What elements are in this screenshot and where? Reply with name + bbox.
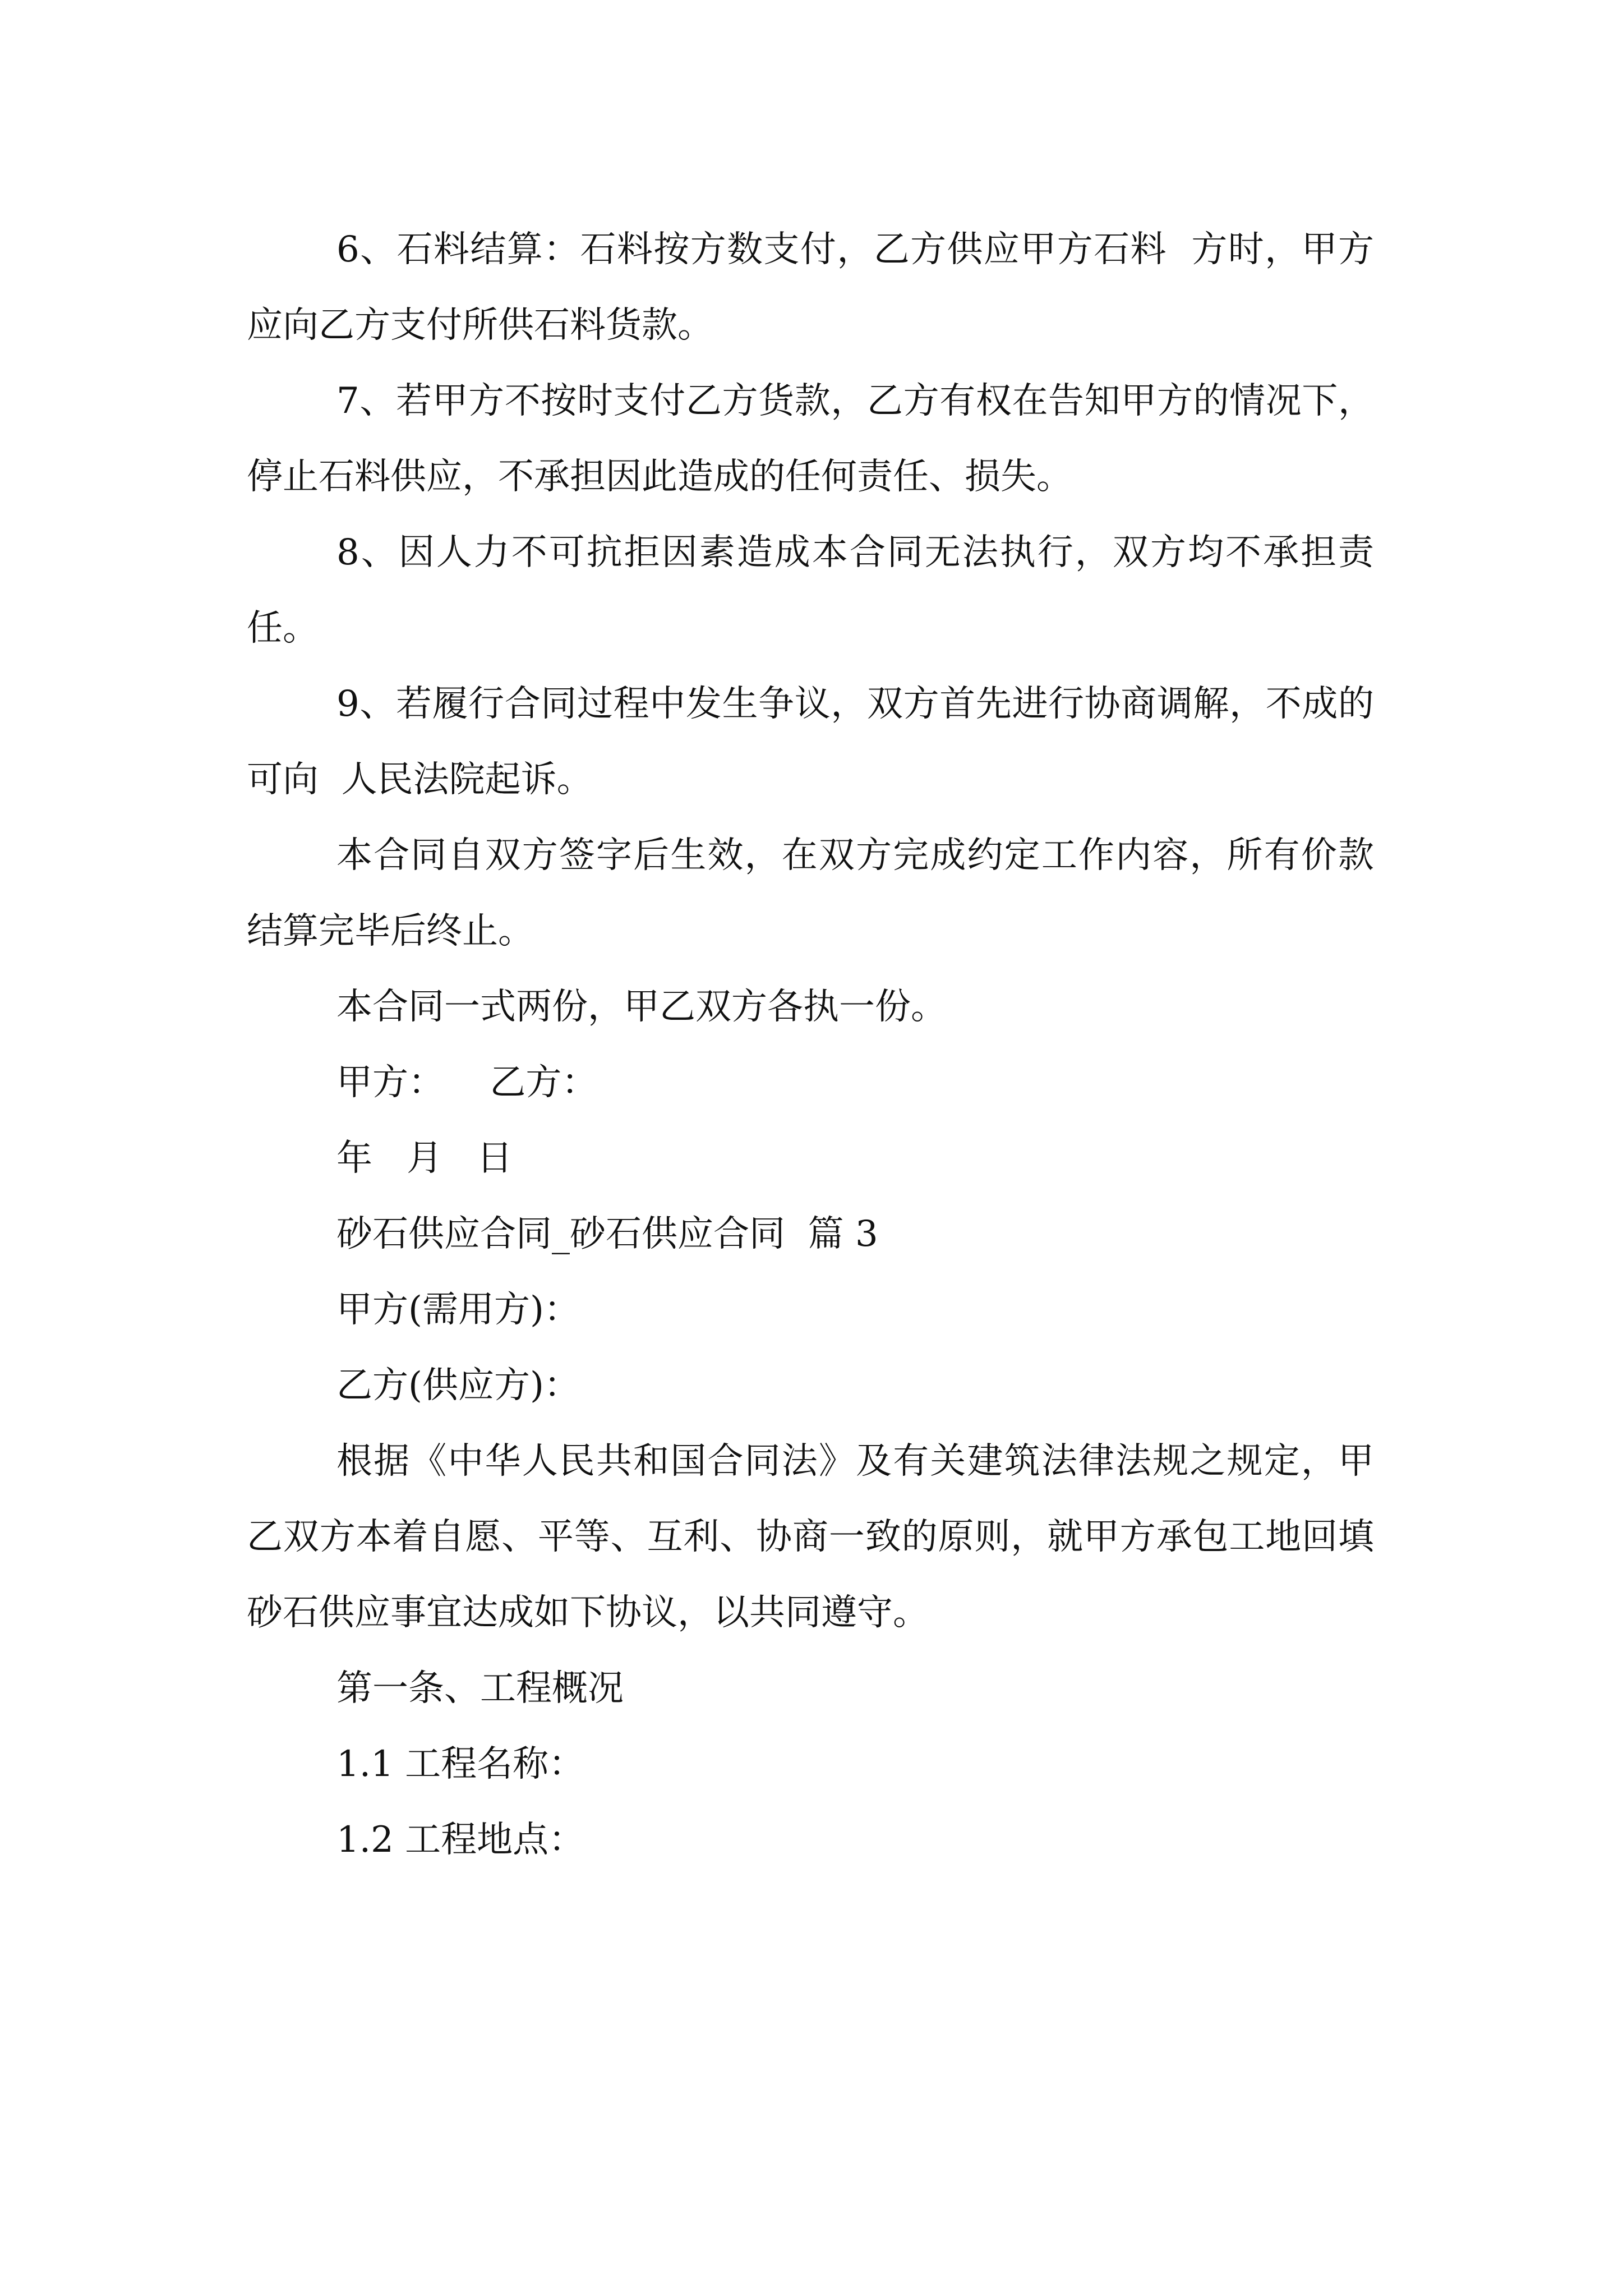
document-page xyxy=(247,212,1374,1878)
copies-paragraph: 本合同一式两份，甲乙双方各执一份。 xyxy=(336,986,947,1028)
project-location-line: 1.2 工程地点： xyxy=(336,1819,585,1861)
article-1-heading: 第一条、工程概况 xyxy=(336,1668,624,1709)
party-a-line: 甲方(需用方)： xyxy=(336,1289,580,1331)
signature-parties-line: 甲方： 乙方： xyxy=(336,1062,598,1103)
clause-8-paragraph: 8、因人力不可抗拒因素造成本合同无法执行，双方均不承担责任。 xyxy=(247,532,1374,649)
clause-9-paragraph: 9、若履行合同过程中发生争议，双方首先进行协商调解，不成的可向 人民法院起诉。 xyxy=(247,683,1374,800)
section-title: 砂石供应合同_砂石供应合同 篇 3 xyxy=(336,1213,878,1255)
project-name-line: 1.1 工程名称： xyxy=(336,1743,585,1785)
party-b-line: 乙方(供应方)： xyxy=(336,1365,580,1406)
date-line: 年 月 日 xyxy=(336,1138,513,1179)
clause-7-paragraph: 7、若甲方不按时支付乙方货款，乙方有权在告知甲方的情况下，停止石料供应，不承担因此造成的任何责任、损失。 xyxy=(247,380,1374,498)
preamble-paragraph: 根据《中华人民共和国合同法》及有关建筑法律法规之规定，甲乙双方本着自愿、平等、互利、协商一致的原则，就甲方承包工地回填砂石供应事宜达成如下协议，以共同遵守。 xyxy=(247,1441,1374,1634)
clause-6-paragraph: 6、石料结算：石料按方数支付，乙方供应甲方石料 方时，甲方应向乙方支付所供石料货款。 xyxy=(247,229,1374,346)
effective-term-paragraph: 本合同自双方签字后生效，在双方完成约定工作内容，所有价款结算完毕后终止。 xyxy=(247,835,1374,952)
